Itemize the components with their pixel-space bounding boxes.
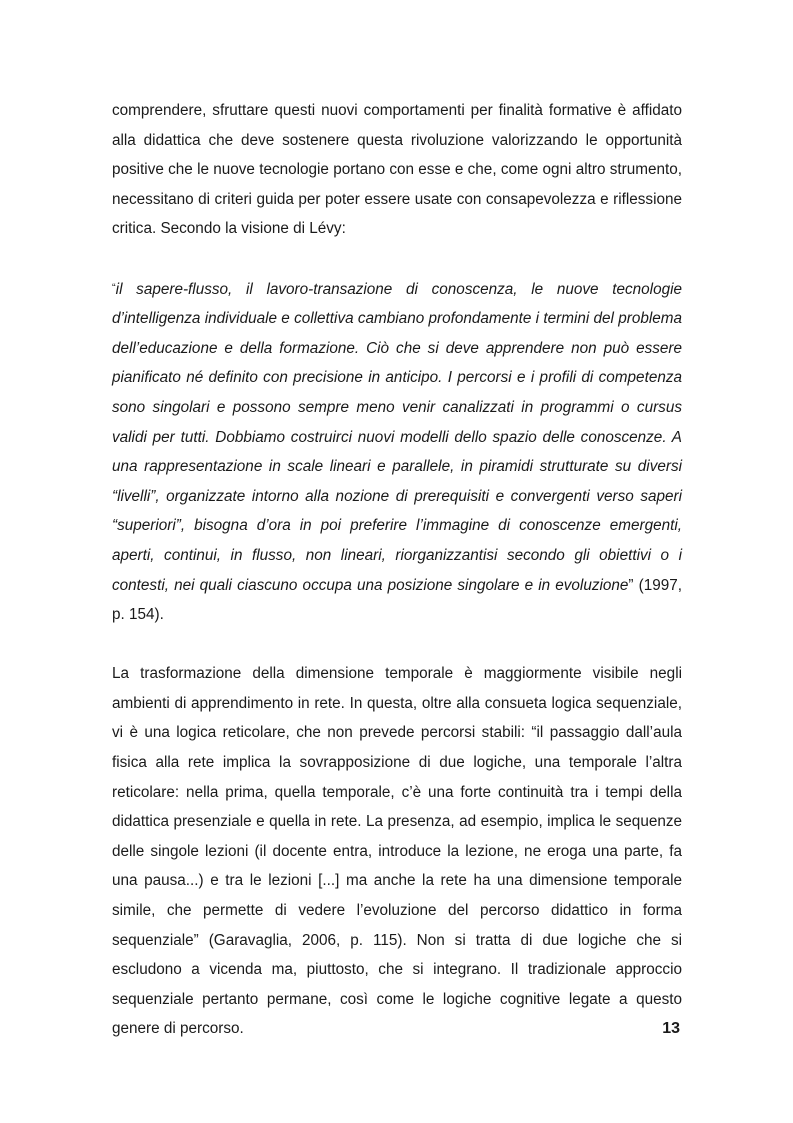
- quote-citation: ” (1997, p. 154).: [112, 576, 682, 624]
- paragraph-temporal: La trasformazione della dimensione temporale è maggiormente visibile negli ambienti di apprendimento in rete. In questa, oltre alla consueta logica sequenziale, vi è una logica reticolare, che non prevede percorsi stabili: “il passaggio dall’aula fisica alla rete implica la sovrapposizione di due logiche, una temporale l’altra reticolare: nella prima, quella temporale, c’è una forte continuità tra i tempi della didattica presenziale e quella in rete. La presenza, ad esempio, implica le sequenze delle singole lezioni (il docente entra, introduce la lezione, ne eroga una parte, fa una pausa...) e tra le lezioni [...] ma anche la rete ha una dimensione temporale simile, che permette di vedere l’evoluzione del percorso didattico in forma sequenziale” (Garavaglia, 2006, p. 115). Non si tratta di due logiche che si escludono a vicenda ma, piuttosto, che si integrano. Il tradizionale approccio sequenziale pertanto permane, così come le logiche cognitive legate a questo genere di percorso.: [112, 665, 682, 1038]
- block-quote: [112, 274, 682, 630]
- paragraph-intro: comprendere, sfruttare questi nuovi comportamenti per finalità formative è affidato alla didattica che deve sostenere questa rivoluzione valorizzando le opportunità positive che le nuove tecnologie portano con esse e che, come ogni altro strumento, necessitano di criteri guida per poter essere usate con consapevolezza e riflessione critica. Secondo la visione di Lévy:: [112, 102, 682, 238]
- quote-text: il sapere-flusso, il lavoro-transazione di conoscenza, le nuove tecnologie d’intelligenza individuale e collettiva cambiano profondamente i termini del problema dell’educazione e della formazione. Ciò che si deve apprendere non può essere pianificato né definito con precisione in anticipo. I percorsi e i profili di competenza sono singolari e possono sempre meno venir canalizzati in programmi o cursus validi per tutti. Dobbiamo costruirci nuovi modelli dello spazio delle conoscenze. A una rappresentazione in scale lineari e parallele, in piramidi strutturate su diversi “livelli”, organizzate intorno alla nozione di prerequisiti e convergenti verso saperi “superiori”, bisogna d’ora in poi preferire l’immagine di conoscenze emergenti, aperti, continui, in flusso, non lineari, riorganizzantisi secondo gli obiettivi o i contesti, nei quali ciascuno occupa una posizione singolare e in evoluzione: [112, 280, 682, 594]
- page-body: [112, 96, 682, 1044]
- quote-open-mark: “: [112, 281, 116, 294]
- page-number: 13: [662, 1020, 680, 1037]
- paragraph-spacer: [112, 244, 682, 274]
- paragraph-spacer: [112, 630, 682, 660]
